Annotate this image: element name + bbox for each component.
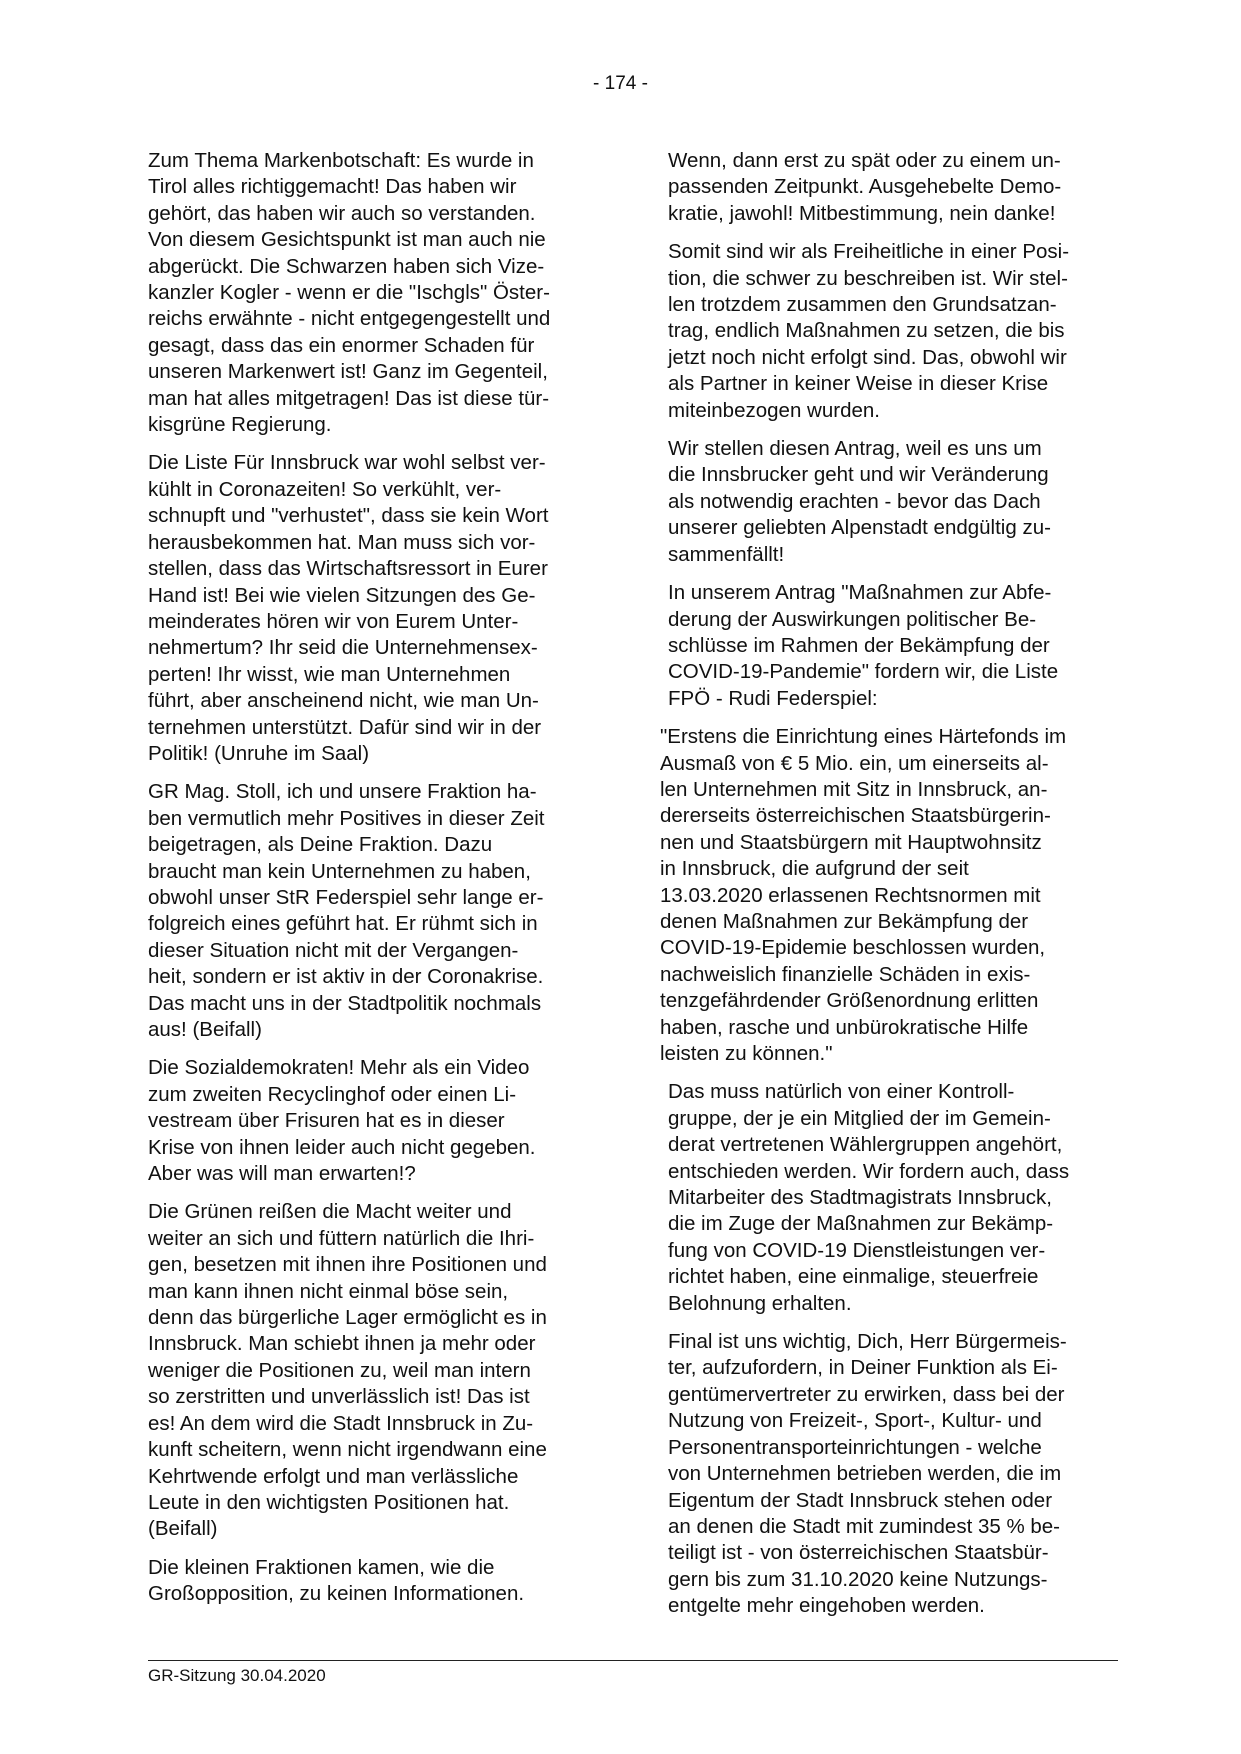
paragraph: Das muss natürlich von einer Kontroll- gruppe, der je ein Mitglied der im Gemein- derat vertretenen Wählergruppen angehört, entschieden werden. Wir fordern auch, dass Mitarbeiter des Stadtmagistrats Innsbruck, die im Zuge der Maßnahmen zur Bekämp- fung von COVID-19 Dienstleistungen ver- richtet haben, eine einmalige, steuerfreie Belohnung erhalten. xyxy=(668,1080,1070,1315)
paragraph: Die Sozialdemokraten! Mehr als ein Video zum zweiten Recyclinghof oder einen Li- vestream über Frisuren hat es in dieser Krise von ihnen leider auch nicht gegeben. Aber was will man erwarten!? xyxy=(148,1056,536,1186)
paragraph: In unserem Antrag "Maßnahmen zur Abfe- derung der Auswirkungen politischer Be- schlüsse im Rahmen der Bekämpfung der COVID-19-Pandemie" fordern wir, die Liste FPÖ - Rudi Federspiel: xyxy=(668,581,1059,710)
page-number: - 174 - xyxy=(593,73,648,94)
paragraph: Somit sind wir als Freiheitliche in einer Posi- tion, die schwer zu beschreiben ist. Wir stel- len trotzdem zusammen den Grundsatzan- trag, endlich Maßnahmen zu setzen, die bis jetzt noch nicht erfolgt sind. Das, obwohl wir als Partner in keiner Weise in dieser Krise miteinbezogen wurden. xyxy=(668,240,1070,422)
right-column xyxy=(660,148,1123,1632)
paragraph: Die kleinen Fraktionen kamen, wie die Großopposition, zu keinen Informationen. xyxy=(148,1555,525,1606)
paragraph: Die Liste Für Innsbruck war wohl selbst ver- kühlt in Coronazeiten! So verkühlt, ver- schnupft und "verhustet", dass sie kein Wort herausbekommen hat. Man muss sich vor- stellen, dass das Wirtschaftsressort in Eurer Hand ist! Bei wie vielen Sitzungen des Ge- meinderates hören wir von Eurem Unter- nehmertum? Ihr seid die Unternehmensex- perten! Ihr wisst, wie man Unternehmen führt, aber anscheinend nicht, wie man Un- ternehmen unterstützt. Dafür sind wir in der Politik! (Unruhe im Saal) xyxy=(148,451,549,765)
paragraph: Zum Thema Markenbotschaft: Es wurde in Tirol alles richtiggemacht! Das haben wir gehört, das haben wir auch so verstanden. Von diesem Gesichtspunkt ist man auch nie abgerückt. Die Schwarzen haben sich Vize- kanzler Kogler - wenn er die "Ischgls" Öster- reichs erwähnte - nicht entgegengestellt und gesagt, dass das ein enormer Schaden für unseren Markenwert ist! Ganz im Gegenteil, man hat alles mitgetragen! Das ist diese tür- kisgrüne Regierung. xyxy=(148,149,551,437)
paragraph: Die Grünen reißen die Macht weiter und weiter an sich und füttern natürlich die Ihri- gen, besetzen mit ihnen ihre Positionen und man kann ihnen nicht einmal böse sein, denn das bürgerliche Lager ermöglicht es in Innsbruck. Man schiebt ihnen ja mehr oder weniger die Positionen zu, weil man intern so zerstritten und unverlässlich ist! Das ist es! An dem wird die Stadt Innsbruck in Zu- kunft scheitern, wenn nicht irgendwann eine Kehrtwende erfolgt und man verlässliche Leute in den wichtigsten Positionen hat. (Beifall) xyxy=(148,1200,547,1541)
motion-quote: "Erstens die Einrichtung eines Härtefonds im Ausmaß von € 5 Mio. ein, um einerseits al- len Unternehmen mit Sitz in Innsbruck, an- dererseits österreichischen Staatsbürgerin- nen und Staatsbürgern mit Hauptwohnsitz in Innsbruck, die aufgrund der seit 13.03.2020 erlassenen Rechtsnormen mit denen Maßnahmen zur Bekämpfung der COVID-19-Epidemie beschlossen wurden, nachweislich finanzielle Schäden in exis- tenzgefährdender Größenordnung erlitten haben, rasche und unbürokratische Hilfe leisten zu können." xyxy=(660,725,1067,1065)
paragraph: Wenn, dann erst zu spät oder zu einem un- passenden Zeitpunkt. Ausgehebelte Demo- kratie, jawohl! Mitbestimmung, nein danke! xyxy=(668,149,1062,225)
footer-divider xyxy=(148,1660,1118,1661)
paragraph: Final ist uns wichtig, Dich, Herr Bürgermeis- ter, aufzufordern, in Deiner Funktion als Ei- gentümervertreter zu erwirken, dass bei der Nutzung von Freizeit-, Sport-, Kultur- und Personentransporteinrichtungen - welche von Unternehmen betrieben werden, die im Eigentum der Stadt Innsbruck stehen oder an denen die Stadt mit zumindest 35 % be- teiligt ist - von österreichischen Staatsbür- gern bis zum 31.10.2020 keine Nutzungs- entgelte mehr eingehoben werden. xyxy=(668,1330,1067,1618)
paragraph: GR Mag. Stoll, ich und unsere Fraktion ha- ben vermutlich mehr Positives in dieser Zeit beigetragen, als Deine Fraktion. Dazu braucht man kein Unternehmen zu haben, obwohl unser StR Federspiel sehr lange er- folgreich eines geführt hat. Er rühmt sich in dieser Situation nicht mit der Vergangen- heit, sondern er ist aktiv in der Coronakrise. Das macht uns in der Stadtpolitik nochmals aus! (Beifall) xyxy=(148,780,545,1041)
left-column xyxy=(148,148,603,1620)
footer-session-date: GR-Sitzung 30.04.2020 xyxy=(148,1666,326,1685)
paragraph: Wir stellen diesen Antrag, weil es uns um die Innsbrucker geht und wir Veränderung als notwendig erachten - bevor das Dach unserer geliebten Alpenstadt endgültig zu- sammenfällt! xyxy=(668,437,1051,566)
